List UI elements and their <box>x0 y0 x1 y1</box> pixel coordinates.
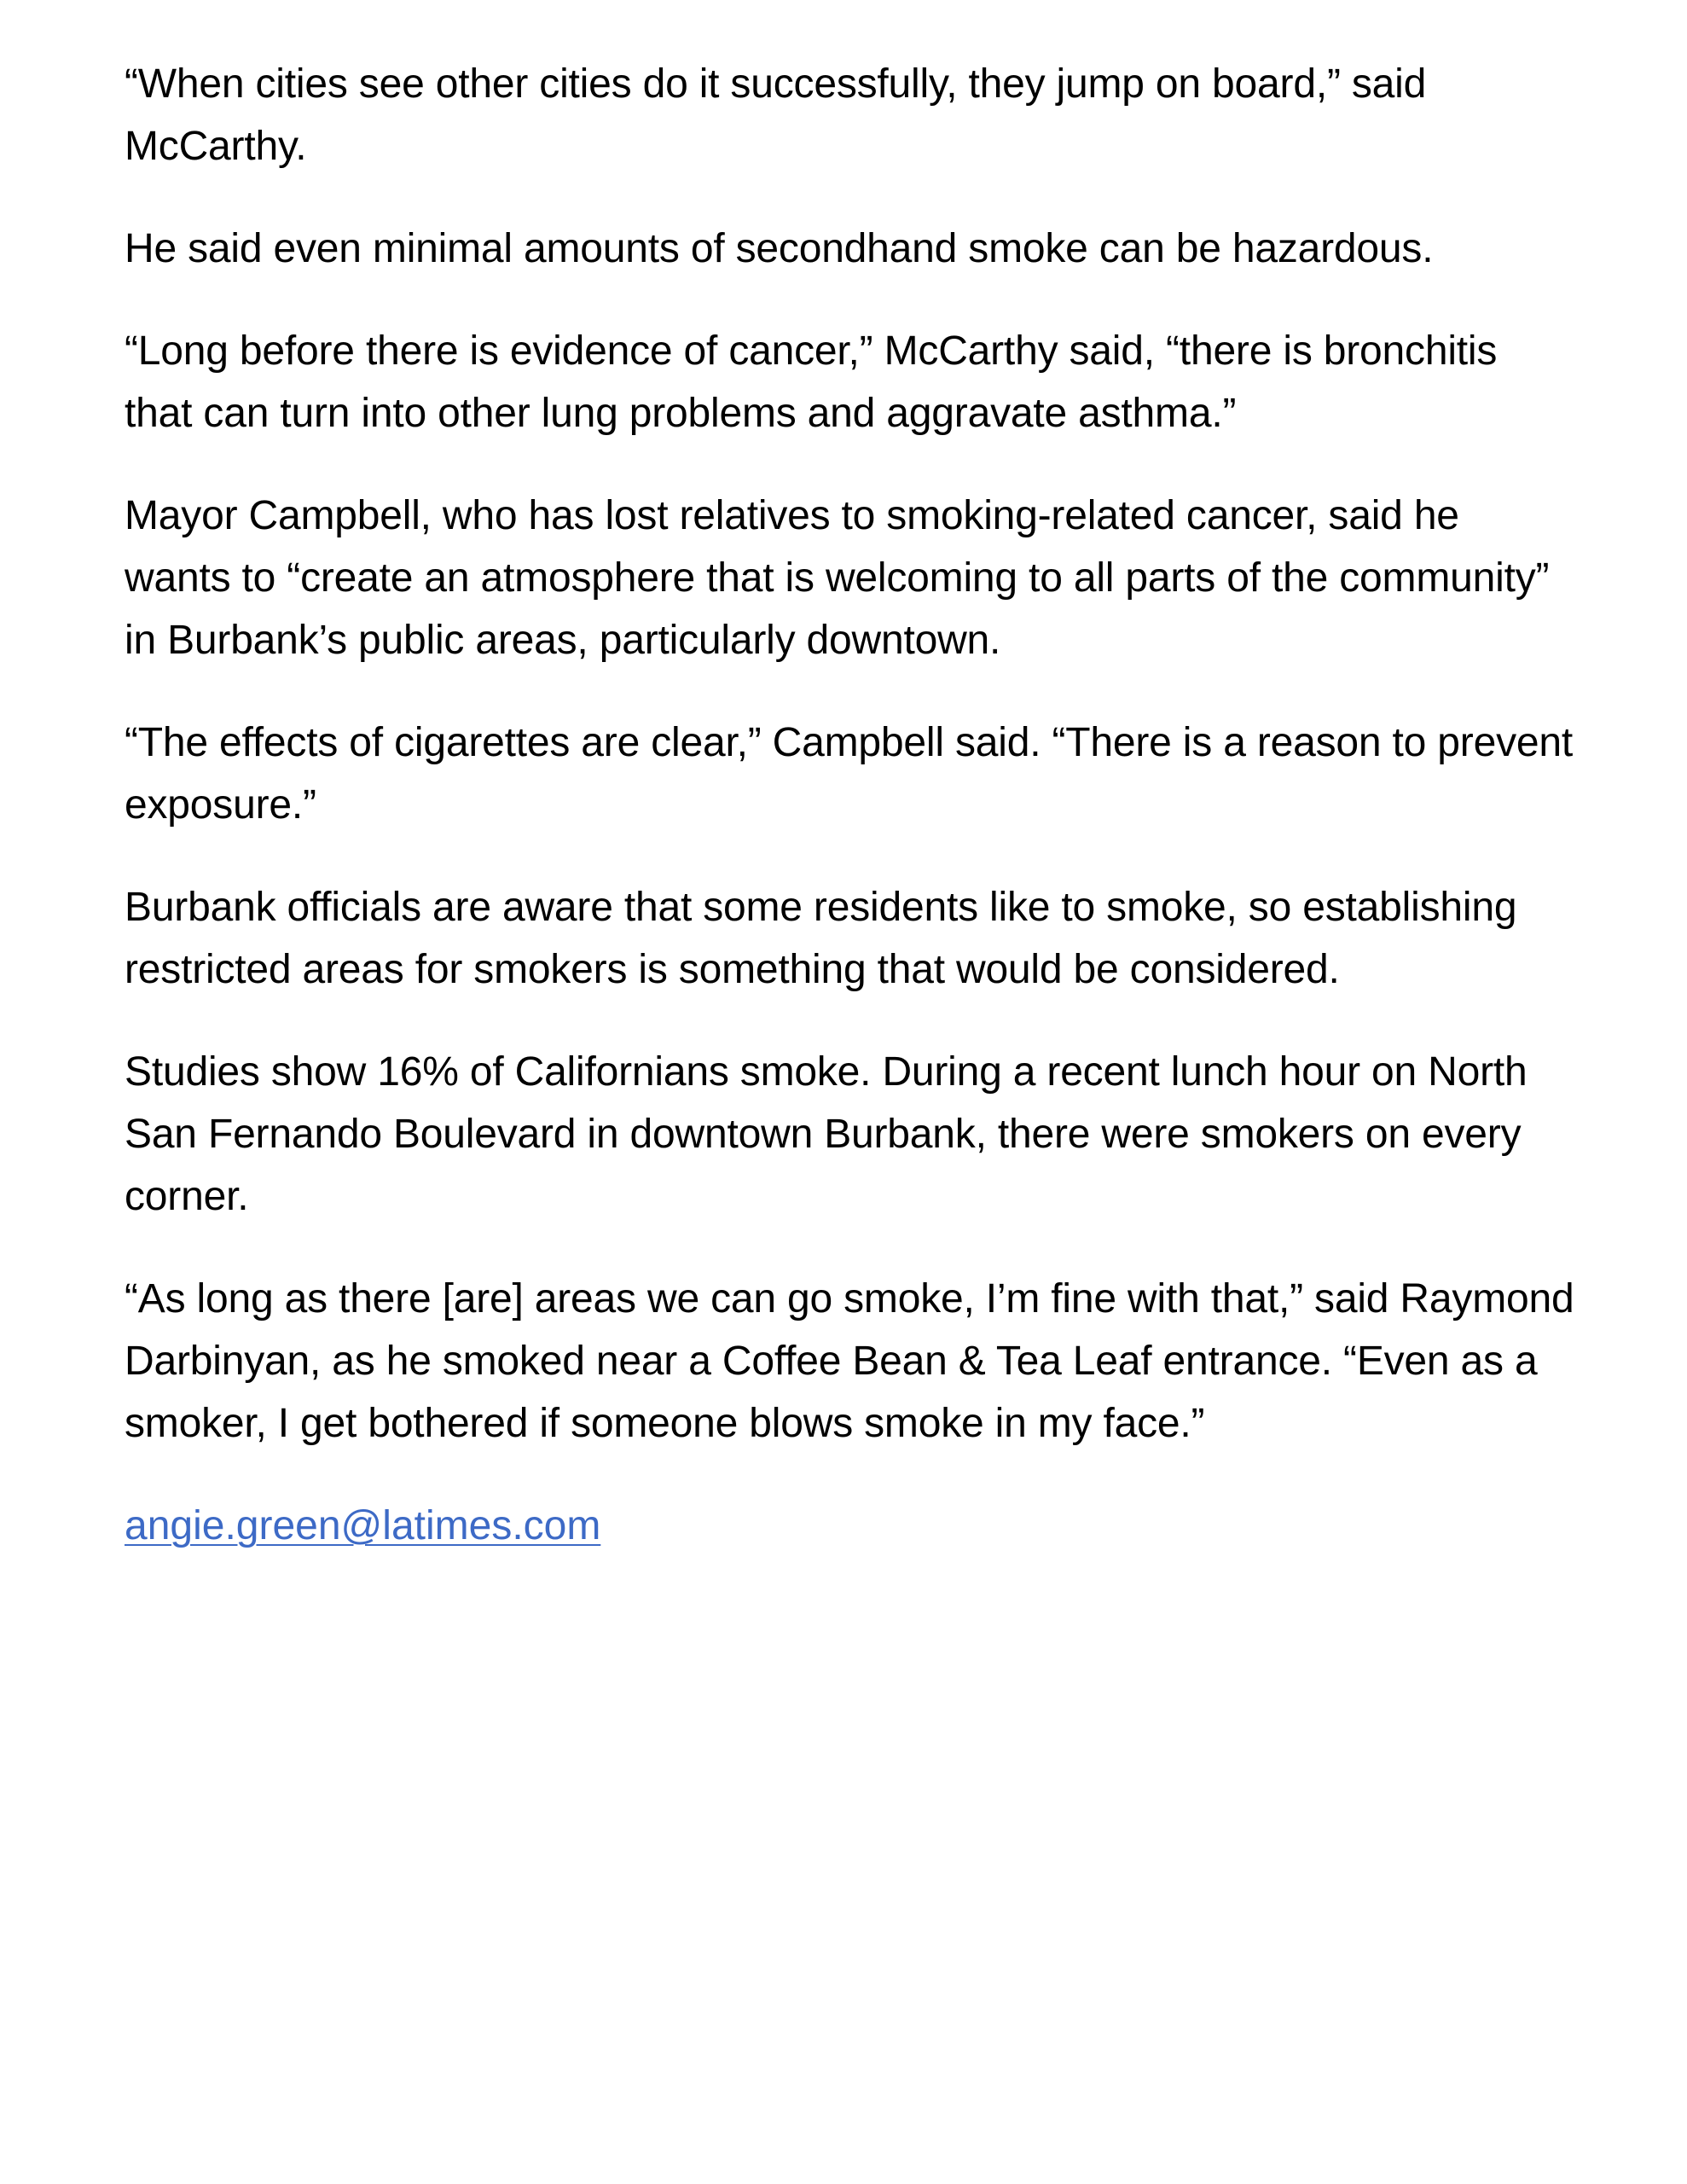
paragraph-mayor-campbell: Mayor Campbell, who has lost relatives to smoking-related cancer, said he wants to “create an atmosphere that is welcoming to all parts of the community” in Burbank’s public areas, particularly downtown. <box>125 493 1550 663</box>
paragraph-secondhand-smoke: He said even minimal amounts of secondhand smoke can be hazardous. <box>125 226 1434 271</box>
paragraph-studies: Studies show 16% of Californians smoke. During a recent lunch hour on North San Fernando Boulevard in downtown Burbank, there were smokers on every corner. <box>125 1049 1528 1219</box>
author-email-link[interactable]: angie.green@latimes.com <box>125 1503 601 1548</box>
paragraph-bronchitis-quote: “Long before there is evidence of cancer,” McCarthy said, “there is bronchitis that can turn into other lung problems and aggravate asthma.” <box>125 328 1498 436</box>
paragraph-restricted-areas: Burbank officials are aware that some residents like to smoke, so establishing restricted areas for smokers is something that would be considered. <box>125 885 1517 992</box>
article-body <box>125 53 1574 1557</box>
paragraph-campbell-quote: “The effects of cigarettes are clear,” Campbell said. “There is a reason to prevent exposure.” <box>125 720 1573 828</box>
paragraph-mccarthy-quote: “When cities see other cities do it successfully, they jump on board,” said McCarthy. <box>125 61 1427 169</box>
paragraph-darbinyan-quote: “As long as there [are] areas we can go smoke, I’m fine with that,” said Raymond Darbinyan, as he smoked near a Coffee Bean & Tea Leaf entrance. “Even as a smoker, I get bothered if someone blows smoke in my face.” <box>125 1276 1574 1446</box>
